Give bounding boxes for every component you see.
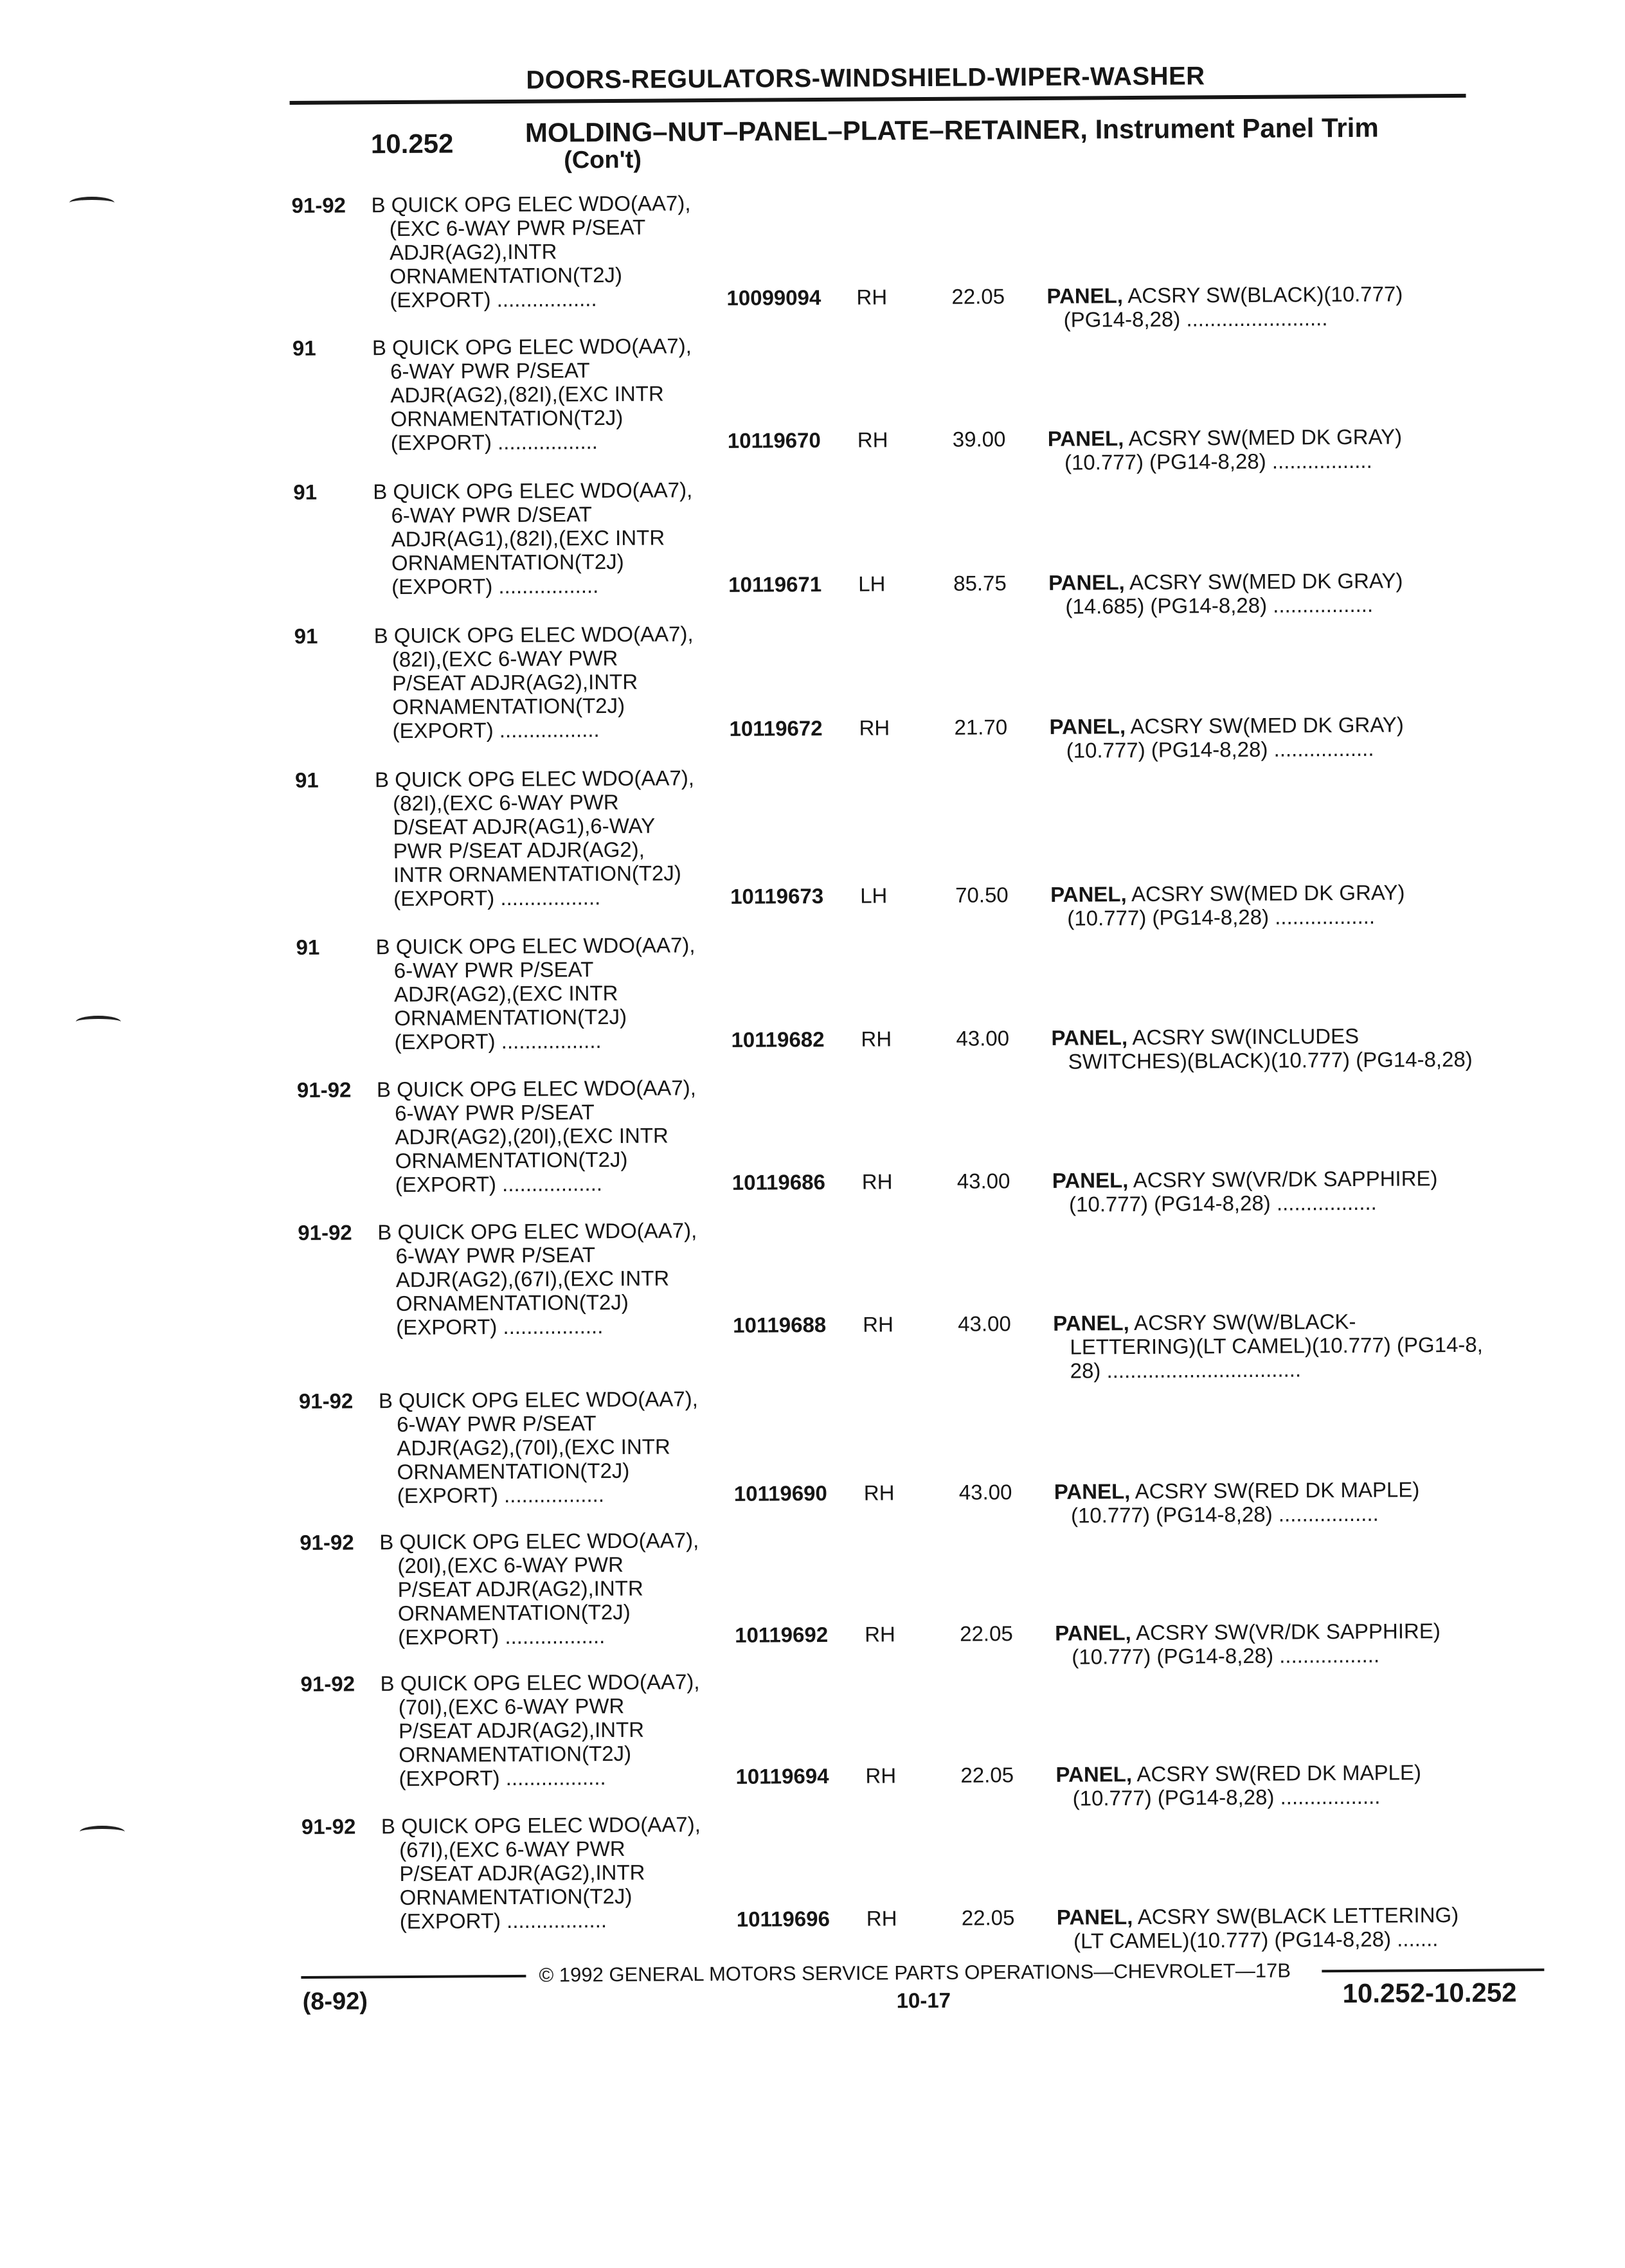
- application-line: B QUICK OPG ELEC WDO(AA7),: [380, 1670, 700, 1696]
- section-subtitle: Instrument Panel Trim: [1095, 112, 1379, 145]
- description-line: (10.777) (PG14-8,28) .................: [1072, 1643, 1380, 1669]
- continued-label: (Con't): [564, 146, 642, 174]
- application-line: PWR P/SEAT ADJR(AG2),: [393, 837, 645, 863]
- section-number: 10.252: [370, 128, 454, 159]
- application-line: B QUICK OPG ELEC WDO(AA7),: [372, 334, 692, 360]
- model-years: 91-92: [291, 193, 346, 218]
- application-line: ORNAMENTATION(T2J): [399, 1884, 633, 1910]
- application-line: (EXPORT) .................: [398, 1624, 606, 1650]
- application-line: (EXPORT) .................: [393, 885, 601, 911]
- scan-mark: [76, 1016, 121, 1028]
- model-years: 91-92: [300, 1530, 354, 1554]
- part-name: PANEL,: [1055, 1762, 1133, 1787]
- application-line: ORNAMENTATION(T2J): [395, 1147, 628, 1173]
- description-line: (PG14-8,28) ........................: [1063, 306, 1328, 332]
- scan-mark: [69, 197, 114, 209]
- application-line: 6-WAY PWR D/SEAT: [391, 502, 592, 528]
- application-line: ORNAMENTATION(T2J): [392, 693, 625, 719]
- part-entry: [0, 616, 1622, 762]
- part-name: PANEL,: [1048, 570, 1125, 595]
- part-side: RH: [866, 1906, 897, 1931]
- part-name: PANEL,: [1054, 1479, 1131, 1504]
- footer-page-number: 10-17: [896, 1988, 951, 2013]
- part-name: PANEL,: [1055, 1621, 1131, 1645]
- part-application: [375, 933, 696, 1054]
- part-number: 10119686: [732, 1169, 825, 1194]
- model-years: 91-92: [298, 1220, 352, 1245]
- part-spec: ACSRY SW(MED DK GRAY): [1128, 424, 1403, 451]
- application-line: ORNAMENTATION(T2J): [394, 1004, 627, 1030]
- description-line: [1057, 1903, 1459, 1929]
- description-line: [1054, 1477, 1420, 1503]
- application-line: (EXPORT) .................: [399, 1908, 607, 1934]
- part-side: RH: [865, 1763, 897, 1788]
- part-description: [1055, 1619, 1441, 1669]
- description-line: [1052, 1166, 1438, 1192]
- application-line: B QUICK OPG ELEC WDO(AA7),: [373, 622, 694, 648]
- application-line: (EXPORT) .................: [394, 1029, 602, 1054]
- application-line: (EXPORT) .................: [392, 717, 600, 743]
- application-line: ORNAMENTATION(T2J): [390, 262, 623, 289]
- application-line: 6-WAY PWR P/SEAT: [395, 1243, 596, 1268]
- description-line: (10.777) (PG14-8,28) .................: [1070, 1501, 1379, 1527]
- part-name: PANEL,: [1056, 1905, 1133, 1929]
- application-line: P/SEAT ADJR(AG2),INTR: [399, 1860, 645, 1886]
- part-number: 10119694: [735, 1763, 829, 1788]
- description-line: (10.777) (PG14-8,28) .................: [1064, 448, 1372, 474]
- part-price: 21.70: [954, 715, 1008, 739]
- description-line: (10.777) (PG14-8,28) .................: [1067, 904, 1376, 930]
- application-line: ORNAMENTATION(T2J): [397, 1458, 630, 1484]
- part-side: RH: [859, 716, 890, 740]
- application-line: B QUICK OPG ELEC WDO(AA7),: [375, 933, 696, 959]
- part-side: RH: [863, 1312, 893, 1336]
- application-line: P/SEAT ADJR(AG2),INTR: [398, 1717, 645, 1743]
- application-line: P/SEAT ADJR(AG2),INTR: [397, 1576, 643, 1602]
- part-description: [1048, 424, 1403, 474]
- part-name: PANEL,: [1051, 1025, 1128, 1050]
- description-line: [1046, 282, 1403, 307]
- part-price: 22.05: [951, 284, 1005, 309]
- description-line: [1051, 1023, 1472, 1050]
- application-line: D/SEAT ADJR(AG1),6-WAY: [393, 813, 656, 840]
- part-side: RH: [856, 285, 888, 309]
- part-spec: ACSRY SW(BLACK)(10.777): [1127, 282, 1403, 308]
- part-application: [377, 1218, 697, 1339]
- part-application: [371, 191, 691, 312]
- footer-rule-right: [1322, 1968, 1544, 1972]
- part-application: [377, 1076, 697, 1196]
- application-line: 6-WAY PWR P/SEAT: [395, 1100, 595, 1126]
- model-years: 91-92: [298, 1389, 354, 1413]
- description-line: 28) .................................: [1070, 1357, 1302, 1383]
- part-side: LH: [860, 883, 888, 908]
- application-line: B QUICK OPG ELEC WDO(AA7),: [379, 1528, 699, 1554]
- part-application: [381, 1812, 701, 1933]
- part-price: 22.05: [961, 1905, 1015, 1930]
- part-application: [379, 1387, 699, 1508]
- part-spec: ACSRY SW(MED DK GRAY): [1129, 568, 1403, 595]
- application-line: (82I),(EXC 6-WAY PWR: [391, 645, 618, 672]
- part-number: 10119670: [727, 428, 821, 453]
- description-line: [1049, 712, 1404, 738]
- application-line: 6-WAY PWR P/SEAT: [393, 957, 594, 983]
- part-price: 39.00: [952, 427, 1006, 451]
- application-line: ADJR(AG2),(82I),(EXC INTR: [390, 381, 664, 408]
- part-number: 10119682: [731, 1027, 825, 1052]
- application-line: (EXPORT) .................: [396, 1314, 604, 1340]
- part-name: PANEL,: [1047, 426, 1124, 451]
- model-years: 91: [294, 768, 319, 793]
- part-number: 10119696: [736, 1906, 830, 1931]
- part-application: [374, 622, 694, 742]
- part-entry: [0, 927, 1624, 1074]
- part-number: 10119690: [733, 1480, 827, 1506]
- part-description: [1049, 712, 1404, 762]
- part-number: 10119688: [733, 1312, 827, 1337]
- application-line: INTR ORNAMENTATION(T2J): [393, 861, 681, 887]
- footer-copyright: © 1992 GENERAL MOTORS SERVICE PARTS OPERATIONS—CHEVROLET—17B: [539, 1959, 1291, 1986]
- application-line: (EXPORT) .................: [395, 1171, 603, 1197]
- part-description: [1048, 568, 1403, 618]
- part-side: RH: [861, 1027, 892, 1051]
- application-line: ADJR(AG2),INTR: [389, 239, 557, 265]
- part-name: PANEL,: [1052, 1168, 1129, 1192]
- part-description: [1051, 1023, 1472, 1074]
- footer-section-range: 10.252-10.252: [1342, 1977, 1517, 2009]
- part-price: 43.00: [958, 1480, 1012, 1504]
- part-description: [1053, 1309, 1483, 1383]
- application-line: (EXPORT) .................: [390, 287, 597, 312]
- model-years: 91-92: [296, 1077, 352, 1102]
- part-spec: ACSRY SW(INCLUDES: [1132, 1023, 1360, 1050]
- part-entry: [0, 472, 1621, 618]
- application-line: (20I),(EXC 6-WAY PWR: [397, 1552, 624, 1578]
- heading-rule: [290, 94, 1466, 105]
- part-spec: ACSRY SW(RED DK MAPLE): [1135, 1477, 1420, 1504]
- application-line: ORNAMENTATION(T2J): [391, 549, 624, 575]
- part-spec: ACSRY SW(VR/DK SAPPHIRE): [1135, 1619, 1441, 1645]
- application-line: B QUICK OPG ELEC WDO(AA7),: [376, 1076, 696, 1102]
- application-line: ORNAMENTATION(T2J): [390, 405, 624, 431]
- description-line: [1055, 1619, 1441, 1645]
- application-line: 6-WAY PWR P/SEAT: [397, 1411, 597, 1437]
- scan-mark: [80, 1826, 125, 1838]
- part-side: RH: [861, 1169, 893, 1194]
- application-line: ADJR(AG2),(70I),(EXC INTR: [397, 1434, 670, 1461]
- part-price: 43.00: [956, 1026, 1010, 1050]
- application-line: (EXC 6-WAY PWR P/SEAT: [389, 215, 646, 241]
- description-line: [1050, 880, 1405, 906]
- part-spec: ACSRY SW(BLACK LETTERING): [1137, 1902, 1459, 1929]
- description-line: SWITCHES)(BLACK)(10.777) (PG14-8,28): [1068, 1047, 1473, 1074]
- part-name: PANEL,: [1053, 1311, 1129, 1335]
- part-entry: [0, 760, 1623, 930]
- description-line: LETTERING)(LT CAMEL)(10.777) (PG14-8,: [1070, 1332, 1483, 1359]
- application-line: B QUICK OPG ELEC WDO(AA7),: [371, 191, 691, 217]
- part-side: RH: [865, 1622, 895, 1646]
- part-description: [1046, 282, 1403, 331]
- section-title: [525, 113, 1379, 148]
- model-years: 91-92: [301, 1814, 356, 1839]
- model-years: 91: [293, 480, 318, 505]
- application-line: ORNAMENTATION(T2J): [397, 1599, 631, 1626]
- model-years: 91: [292, 336, 316, 361]
- page-heading: DOORS-REGULATORS-WINDSHIELD-WIPER-WASHER: [526, 62, 1205, 94]
- part-side: RH: [857, 428, 888, 452]
- part-name: PANEL,: [1046, 284, 1124, 308]
- part-side: RH: [863, 1480, 895, 1505]
- part-entry: [2, 1381, 1625, 1527]
- footer-rule-left: [301, 1975, 526, 1979]
- part-price: 43.00: [956, 1169, 1010, 1193]
- application-line: (82I),(EXC 6-WAY PWR: [393, 789, 619, 816]
- part-description: [1057, 1903, 1459, 1953]
- part-application: [380, 1670, 700, 1790]
- application-line: B QUICK OPG ELEC WDO(AA7),: [374, 766, 695, 792]
- part-price: 85.75: [953, 571, 1007, 595]
- application-line: ORNAMENTATION(T2J): [395, 1290, 629, 1316]
- description-line: [1048, 568, 1403, 594]
- application-line: (EXPORT) .................: [399, 1765, 606, 1791]
- description-line: [1053, 1309, 1483, 1335]
- part-number: 10119673: [730, 883, 824, 908]
- part-entry: [0, 185, 1619, 332]
- application-line: ADJR(AG2),(EXC INTR: [393, 980, 618, 1007]
- application-line: B QUICK OPG ELEC WDO(AA7),: [378, 1387, 698, 1413]
- part-number: 10119692: [735, 1622, 829, 1647]
- description-line: (14.685) (PG14-8,28) .................: [1065, 592, 1374, 618]
- application-line: P/SEAT ADJR(AG2),INTR: [391, 669, 638, 696]
- application-line: B QUICK OPG ELEC WDO(AA7),: [373, 478, 693, 504]
- part-number: 10099094: [726, 285, 821, 310]
- part-application: [373, 478, 693, 598]
- description-line: [1048, 424, 1403, 450]
- part-side: LH: [858, 572, 886, 596]
- application-line: (EXPORT) .................: [397, 1482, 605, 1508]
- application-line: B QUICK OPG ELEC WDO(AA7),: [381, 1812, 701, 1839]
- description-line: [1055, 1760, 1421, 1786]
- part-price: 70.50: [955, 883, 1009, 907]
- part-name: PANEL,: [1050, 882, 1127, 906]
- part-spec: ACSRY SW(MED DK GRAY): [1130, 712, 1404, 739]
- part-spec: ACSRY SW(MED DK GRAY): [1131, 880, 1405, 906]
- part-spec: ACSRY SW(W/BLACK-: [1134, 1309, 1356, 1335]
- part-price: 43.00: [958, 1311, 1011, 1336]
- description-line: (LT CAMEL)(10.777) (PG14-8,28) .......: [1073, 1927, 1439, 1953]
- part-spec: ACSRY SW(VR/DK SAPPHIRE): [1133, 1166, 1438, 1192]
- part-price: 22.05: [960, 1763, 1014, 1787]
- part-description: [1055, 1760, 1421, 1810]
- part-application: [379, 1528, 699, 1649]
- part-name: PANEL,: [1049, 714, 1126, 739]
- part-spec: ACSRY SW(RED DK MAPLE): [1136, 1760, 1422, 1787]
- part-description: [1050, 880, 1405, 930]
- footer-date: (8-92): [302, 1988, 368, 2015]
- part-description: [1052, 1166, 1438, 1216]
- description-line: (10.777) (PG14-8,28) .................: [1068, 1190, 1377, 1216]
- part-application: [372, 334, 692, 455]
- application-line: (EXPORT) .................: [390, 429, 598, 455]
- part-description: [1054, 1477, 1420, 1527]
- application-line: 6-WAY PWR P/SEAT: [390, 358, 590, 384]
- model-years: 91: [294, 624, 318, 649]
- description-line: (10.777) (PG14-8,28) .................: [1072, 1784, 1381, 1810]
- section-title-main: MOLDING–NUT–PANEL–PLATE–RETAINER,: [525, 114, 1088, 148]
- part-number: 10119671: [728, 572, 822, 597]
- application-line: ORNAMENTATION(T2J): [399, 1741, 632, 1767]
- model-years: 91-92: [300, 1671, 355, 1696]
- application-line: ADJR(AG1),(82I),(EXC INTR: [391, 525, 665, 552]
- part-application: [375, 766, 695, 910]
- part-price: 22.05: [960, 1621, 1013, 1646]
- part-number: 10119672: [729, 716, 823, 741]
- model-years: 91: [296, 935, 320, 960]
- description-line: (10.777) (PG14-8,28) .................: [1066, 736, 1374, 762]
- application-line: B QUICK OPG ELEC WDO(AA7),: [377, 1218, 697, 1245]
- application-line: ADJR(AG2),(67I),(EXC INTR: [395, 1266, 670, 1292]
- application-line: ADJR(AG2),(20I),(EXC INTR: [395, 1123, 669, 1149]
- application-line: (67I),(EXC 6-WAY PWR: [399, 1836, 625, 1862]
- application-line: (EXPORT) .................: [391, 573, 599, 599]
- application-line: (70I),(EXC 6-WAY PWR: [398, 1693, 625, 1720]
